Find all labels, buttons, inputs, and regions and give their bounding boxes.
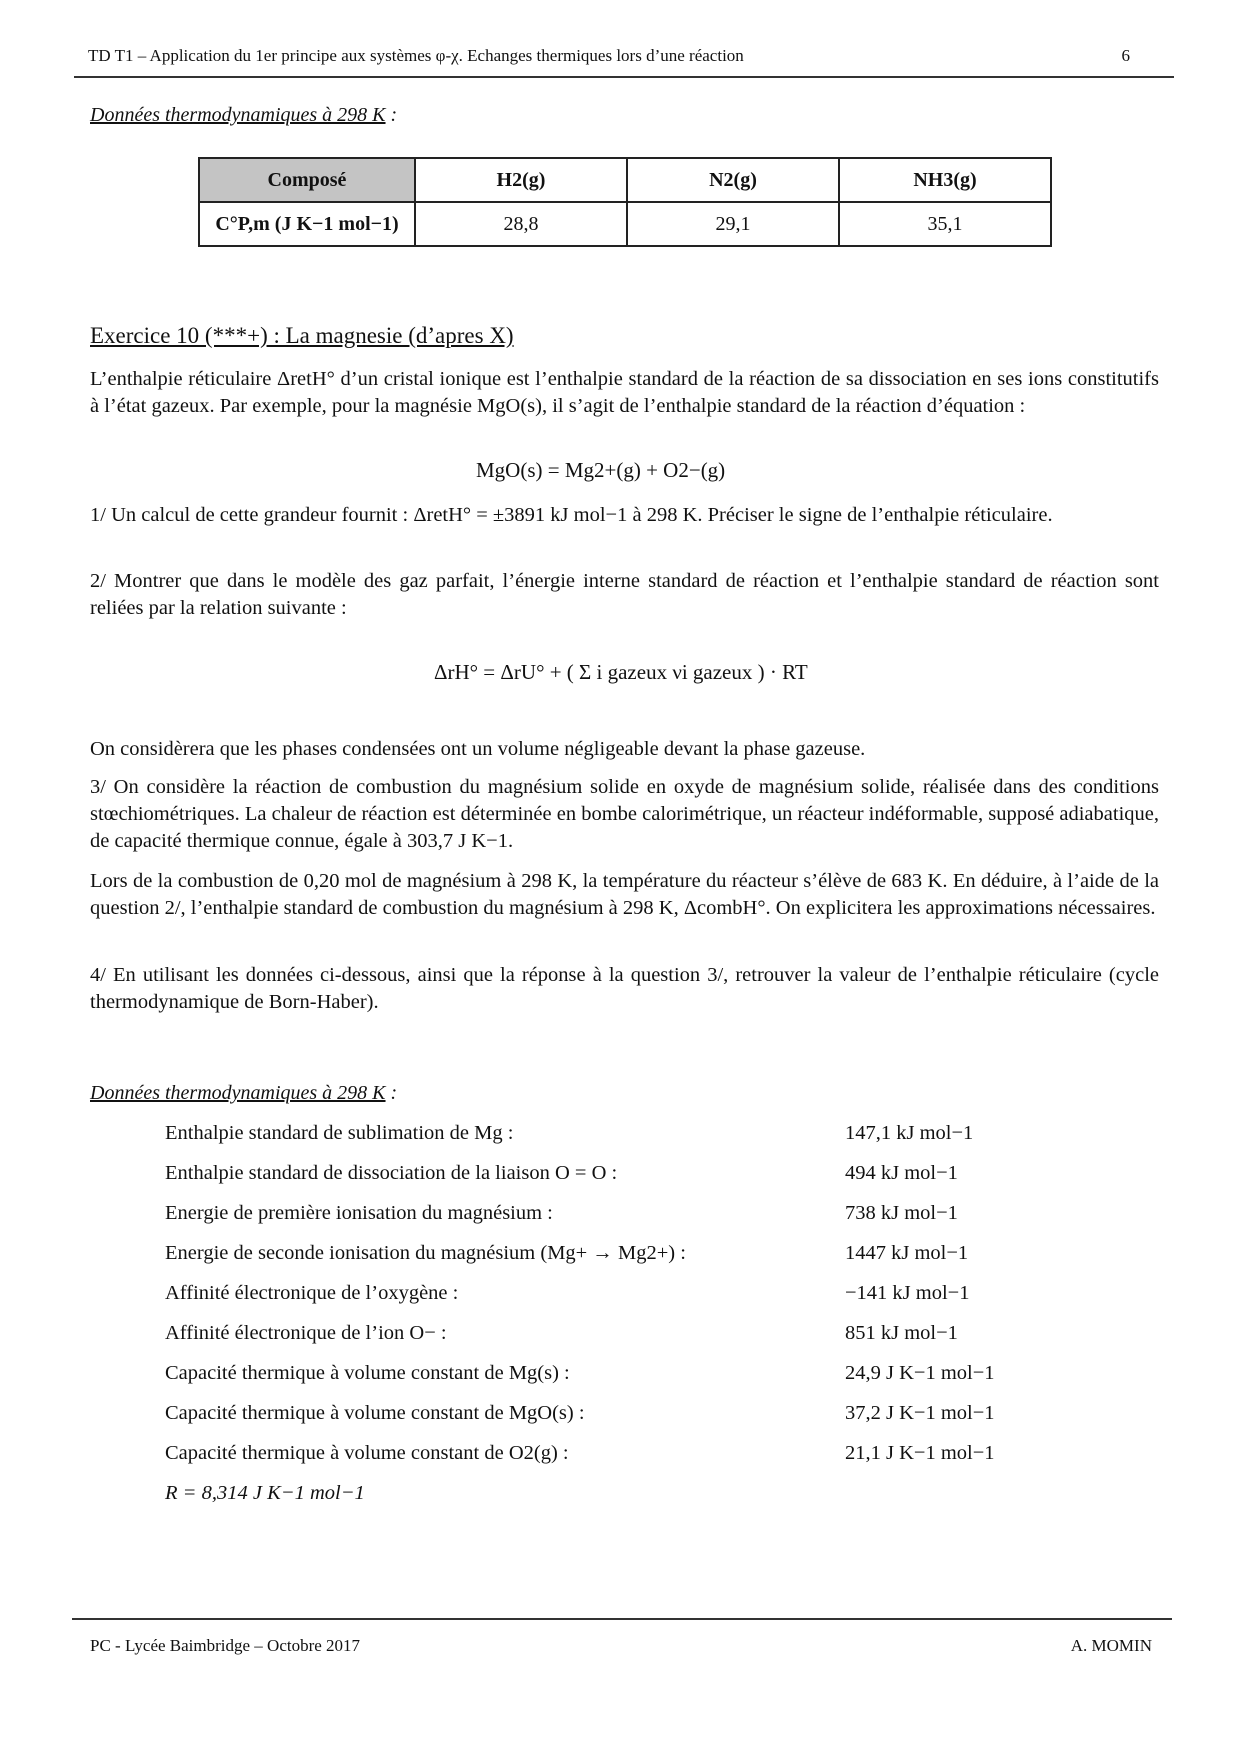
data-row bbox=[165, 1202, 1065, 1230]
data-label: Energie de première ionisation du magnésium : bbox=[165, 1202, 553, 1224]
data-label: Capacité thermique à volume constant de Mg(s) : bbox=[165, 1362, 570, 1384]
data-value: 1447 kJ mol−1 bbox=[845, 1242, 969, 1264]
data-row bbox=[165, 1282, 1065, 1310]
enthalpy-relation: ΔrH° = ΔrU° + ( Σ i gazeux νi gazeux ) · RT bbox=[434, 660, 808, 684]
data-value: 851 kJ mol−1 bbox=[845, 1322, 958, 1344]
page-number: 6 bbox=[1121, 46, 1130, 65]
data-value: 37,2 J K−1 mol−1 bbox=[845, 1402, 995, 1424]
table-header-cp: C°P,m (J K−1 mol−1) bbox=[199, 202, 415, 246]
data-label: Affinité électronique de l’ion O− : bbox=[165, 1322, 447, 1344]
data-value: 738 kJ mol−1 bbox=[845, 1202, 958, 1224]
table-value-h2: 28,8 bbox=[415, 202, 627, 246]
data-row bbox=[165, 1122, 1065, 1150]
question-2: 2/ Montrer que dans le modèle des gaz parfait, l’énergie interne standard de réaction et l’enthalpie standard de réaction sont reliées par la relation suivante : bbox=[90, 570, 1159, 619]
question-3: 3/ On considère la réaction de combustion du magnésium solide en oxyde de magnésium solide, réalisée dans des conditions stœchiométriques. La chaleur de réaction est déterminée en bombe calorimétrique, un réacteur indéformable, supposé adiabatique, de capacité thermique connue, égale à 303,7 J K−1. bbox=[90, 776, 1159, 852]
table-row bbox=[199, 158, 1051, 202]
data-row bbox=[165, 1322, 1065, 1350]
data-row bbox=[165, 1162, 1065, 1190]
data-value: 21,1 J K−1 mol−1 bbox=[845, 1442, 995, 1464]
question-2-note: On considèrera que les phases condensées ont un volume négligeable devant la phase gazeuse. bbox=[90, 738, 866, 760]
question-4: 4/ En utilisant les données ci-dessous, ainsi que la réponse à la question 3/, retrouver la valeur de l’enthalpie réticulaire (cycle thermodynamique de Born-Haber). bbox=[90, 964, 1159, 1013]
gas-constant: R = 8,314 J K−1 mol−1 bbox=[165, 1482, 365, 1504]
table-col-n2: N2(g) bbox=[627, 158, 839, 202]
heat-capacity-table bbox=[198, 157, 1052, 247]
gas-constant-row bbox=[165, 1482, 1065, 1510]
table-value-n2: 29,1 bbox=[627, 202, 839, 246]
header-divider bbox=[74, 76, 1174, 78]
footer-left: PC - Lycée Baimbridge – Octobre 2017 bbox=[90, 1636, 361, 1655]
data-label: Enthalpie standard de sublimation de Mg : bbox=[165, 1122, 514, 1144]
header-title: TD T1 – Application du 1er principe aux systèmes φ-χ. Echanges thermiques lors d’une réaction bbox=[88, 46, 744, 65]
section2-title: Données thermodynamiques à 298 K bbox=[90, 1082, 386, 1104]
table-col-h2: H2(g) bbox=[415, 158, 627, 202]
data-value: −141 kJ mol−1 bbox=[845, 1282, 970, 1304]
table-value-nh3: 35,1 bbox=[839, 202, 1051, 246]
data-value: 147,1 kJ mol−1 bbox=[845, 1122, 974, 1144]
page-footer bbox=[90, 1636, 1152, 1656]
data-row bbox=[165, 1442, 1065, 1470]
data-label: Affinité électronique de l’oxygène : bbox=[165, 1282, 459, 1304]
data-label: Capacité thermique à volume constant de O2(g) : bbox=[165, 1442, 569, 1464]
page-header bbox=[88, 46, 1172, 66]
data-row bbox=[165, 1402, 1065, 1430]
exercise-intro: L’enthalpie réticulaire ΔretH° d’un cristal ionique est l’enthalpie standard de la réaction de sa dissociation en ses ions constitutifs à l’état gazeux. Par exemple, pour la magnésie MgO(s), il s’agit de l’enthalpie standard de la réaction d’équation : bbox=[90, 368, 1159, 417]
data-row bbox=[165, 1362, 1065, 1390]
table-header-compose: Composé bbox=[199, 158, 415, 202]
data-value: 494 kJ mol−1 bbox=[845, 1162, 958, 1184]
table-col-nh3: NH3(g) bbox=[839, 158, 1051, 202]
question-1: 1/ Un calcul de cette grandeur fournit : ΔretH° = ±3891 kJ mol−1 à 298 K. Préciser le signe de l’enthalpie réticulaire. bbox=[90, 504, 1053, 526]
exercise-title: Exercice 10 (***+) : La magnesie (d’apres X) bbox=[90, 323, 514, 348]
section1-heading: Données thermodynamiques à 298 K : bbox=[90, 104, 398, 126]
dissociation-equation: MgO(s) = Mg2+(g) + O2−(g) bbox=[476, 458, 726, 482]
section2-heading: Données thermodynamiques à 298 K : bbox=[90, 1082, 398, 1104]
data-value: 24,9 J K−1 mol−1 bbox=[845, 1362, 995, 1384]
data-row bbox=[165, 1242, 1065, 1270]
data-label: Capacité thermique à volume constant de MgO(s) : bbox=[165, 1402, 585, 1424]
footer-author: A. MOMIN bbox=[1070, 1636, 1152, 1655]
question-3b: Lors de la combustion de 0,20 mol de magnésium à 298 K, la température du réacteur s’élève de 683 K. En déduire, à l’aide de la question 2/, l’enthalpie standard de combustion du magnésium à 298 K, ΔcombH°. On explicitera les approximations nécessaires. bbox=[90, 870, 1159, 919]
section1-title: Données thermodynamiques à 298 K bbox=[90, 104, 386, 126]
table-row bbox=[199, 202, 1051, 246]
data-label: Energie de seconde ionisation du magnésium (Mg+ → Mg2+) : bbox=[165, 1242, 686, 1264]
footer-divider bbox=[72, 1618, 1172, 1620]
data-label: Enthalpie standard de dissociation de la liaison O = O : bbox=[165, 1162, 618, 1184]
